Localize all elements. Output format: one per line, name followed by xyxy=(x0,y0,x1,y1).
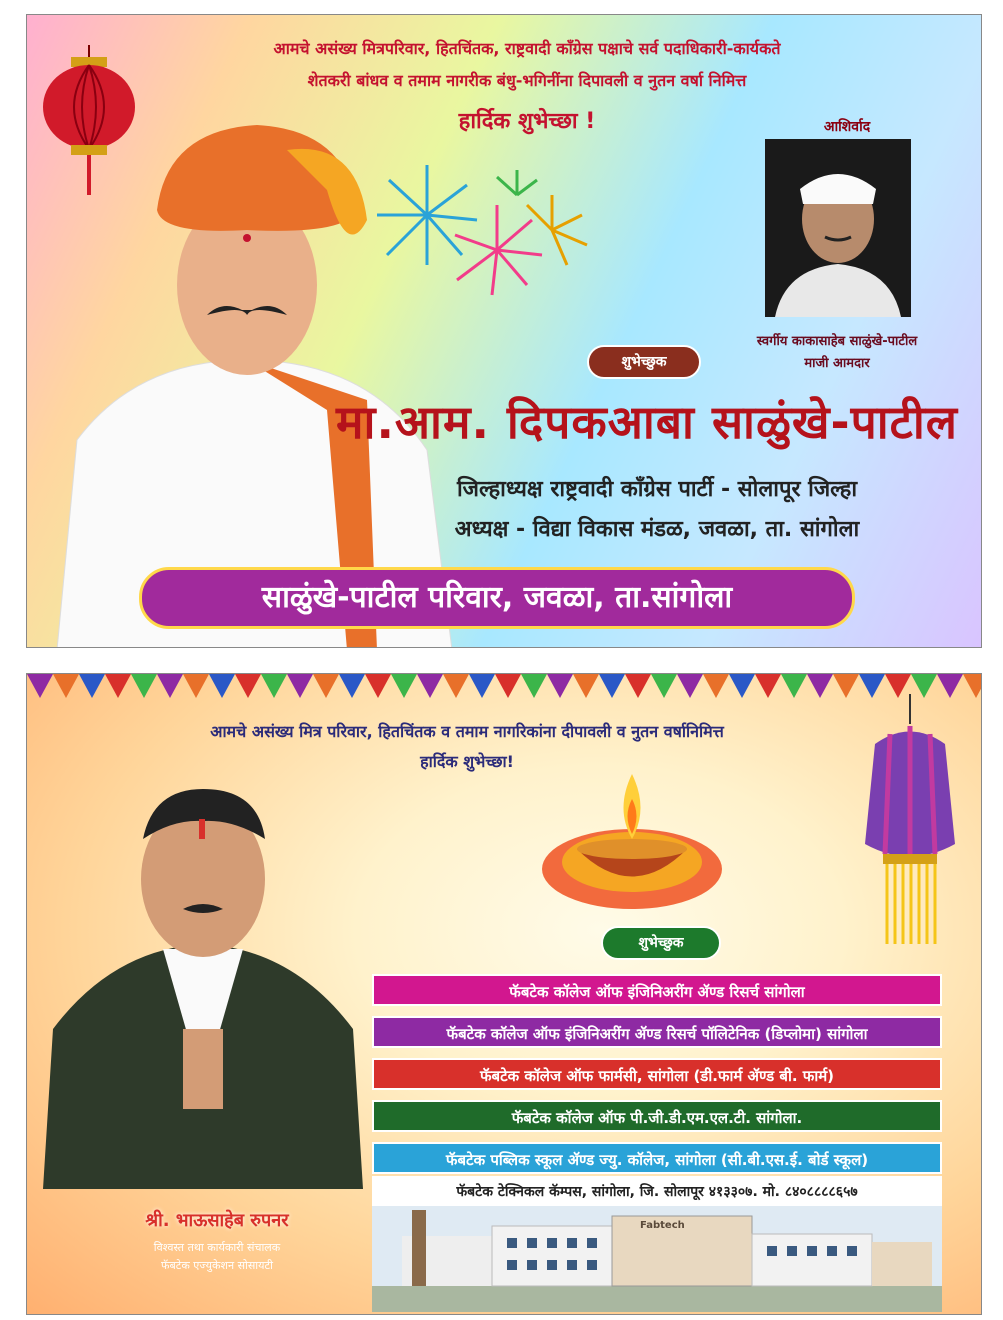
diwali-banner-top xyxy=(26,14,982,648)
institution-row: फॅबटेक कॉलेज ऑफ इंजिनिअरींग ॲण्ड रिसर्च सांगोला xyxy=(372,974,942,1006)
person-name: श्री. भाऊसाहेब रुपनर xyxy=(145,1210,289,1231)
institution-row: फॅबटेक कॉलेज ऑफ फार्मसी, सांगोला (डी.फार्म ॲण्ड बी. फार्म) xyxy=(372,1058,942,1090)
designation-2: अध्यक्ष - विद्या विकास मंडळ, जवळा, ता. सांगोला xyxy=(454,517,860,542)
bunting-flags-icon xyxy=(27,674,981,702)
b2-greeting-line-1: आमचे असंख्य मित्र परिवार, हितचिंतक व तमाम नागरिकांना दीपावली व नुतन वर्षानिमित्त xyxy=(210,722,724,741)
designation-1: जिल्हाध्यक्ष राष्ट्रवादी कॉंग्रेस पार्टी - सोलापूर जिल्हा xyxy=(456,477,858,502)
greeting-line-2: शेतकरी बांधव व तमाम नागरीक बंधु-भगिनींना दिपावली व नुतन वर्षा निमित्त xyxy=(307,71,747,90)
elder-title: माजी आमदार xyxy=(804,356,870,371)
b2-greeting-line-2: हार्दिक शुभेच्छा! xyxy=(420,752,514,771)
diya-lamp-icon xyxy=(537,754,727,914)
hanging-lantern-icon xyxy=(855,694,965,954)
family-name-pill: साळुंखे-पाटील परिवार, जवळा, ता.सांगोला xyxy=(139,567,855,629)
campus-panel xyxy=(372,1176,942,1312)
diwali-banner-bottom xyxy=(26,673,982,1315)
institution-row: फॅबटेक कॉलेज ऑफ पी.जी.डी.एम.एल.टी. सांगोला. xyxy=(372,1100,942,1132)
institution-row: फॅबटेक कॉलेज ऑफ इंजिनिअरींग ॲण्ड रिसर्च पॉलिटेनिक (डिप्लोमा) सांगोला xyxy=(372,1016,942,1048)
person-title-1: विश्वस्त तथा कार्यकारी संचालक xyxy=(153,1241,281,1254)
shubhechhuk-badge: शुभेच्छुक xyxy=(587,345,701,379)
campus-address: फॅबटेक टेक्निकल कॅम्पस, सांगोला, जि. सोलापूर ४१३३०७. मो. ८४०८८८८६५७ xyxy=(456,1184,858,1200)
hardik-shubhechha: हार्दिक शुभेच्छा ! xyxy=(458,109,596,134)
institution-row: फॅबटेक पब्लिक स्कूल ॲण्ड ज्यु. कॉलेज, सांगोला (सी.बी.एस.ई. बोर्ड स्कूल) xyxy=(372,1142,942,1174)
b2-shubhechhuk-badge: शुभेच्छुक xyxy=(601,926,721,960)
campus-sign: Fabtech xyxy=(640,1220,685,1231)
elder-photo xyxy=(765,139,911,317)
greeting-line-1: आमचे असंख्य मित्रपरिवार, हितचिंतक, राष्ट्रवादी कॉंग्रेस पक्षाचे सर्व पदाधिकारी-कार्यकते xyxy=(273,39,781,58)
elder-name: स्वर्गीय काकासाहेब साळुंखे-पाटील xyxy=(756,334,918,349)
elder-portrait-icon xyxy=(765,139,911,317)
ashirwad-label: आशिर्वाद xyxy=(823,119,871,135)
person-title-2: फॅबटेक एज्युकेशन सोसायटी xyxy=(161,1259,273,1272)
main-name: मा.आम. दिपकआबा साळुंखे-पाटील xyxy=(336,395,958,449)
fireworks-icon xyxy=(367,155,597,315)
bhausaheb-portrait xyxy=(33,749,373,1189)
